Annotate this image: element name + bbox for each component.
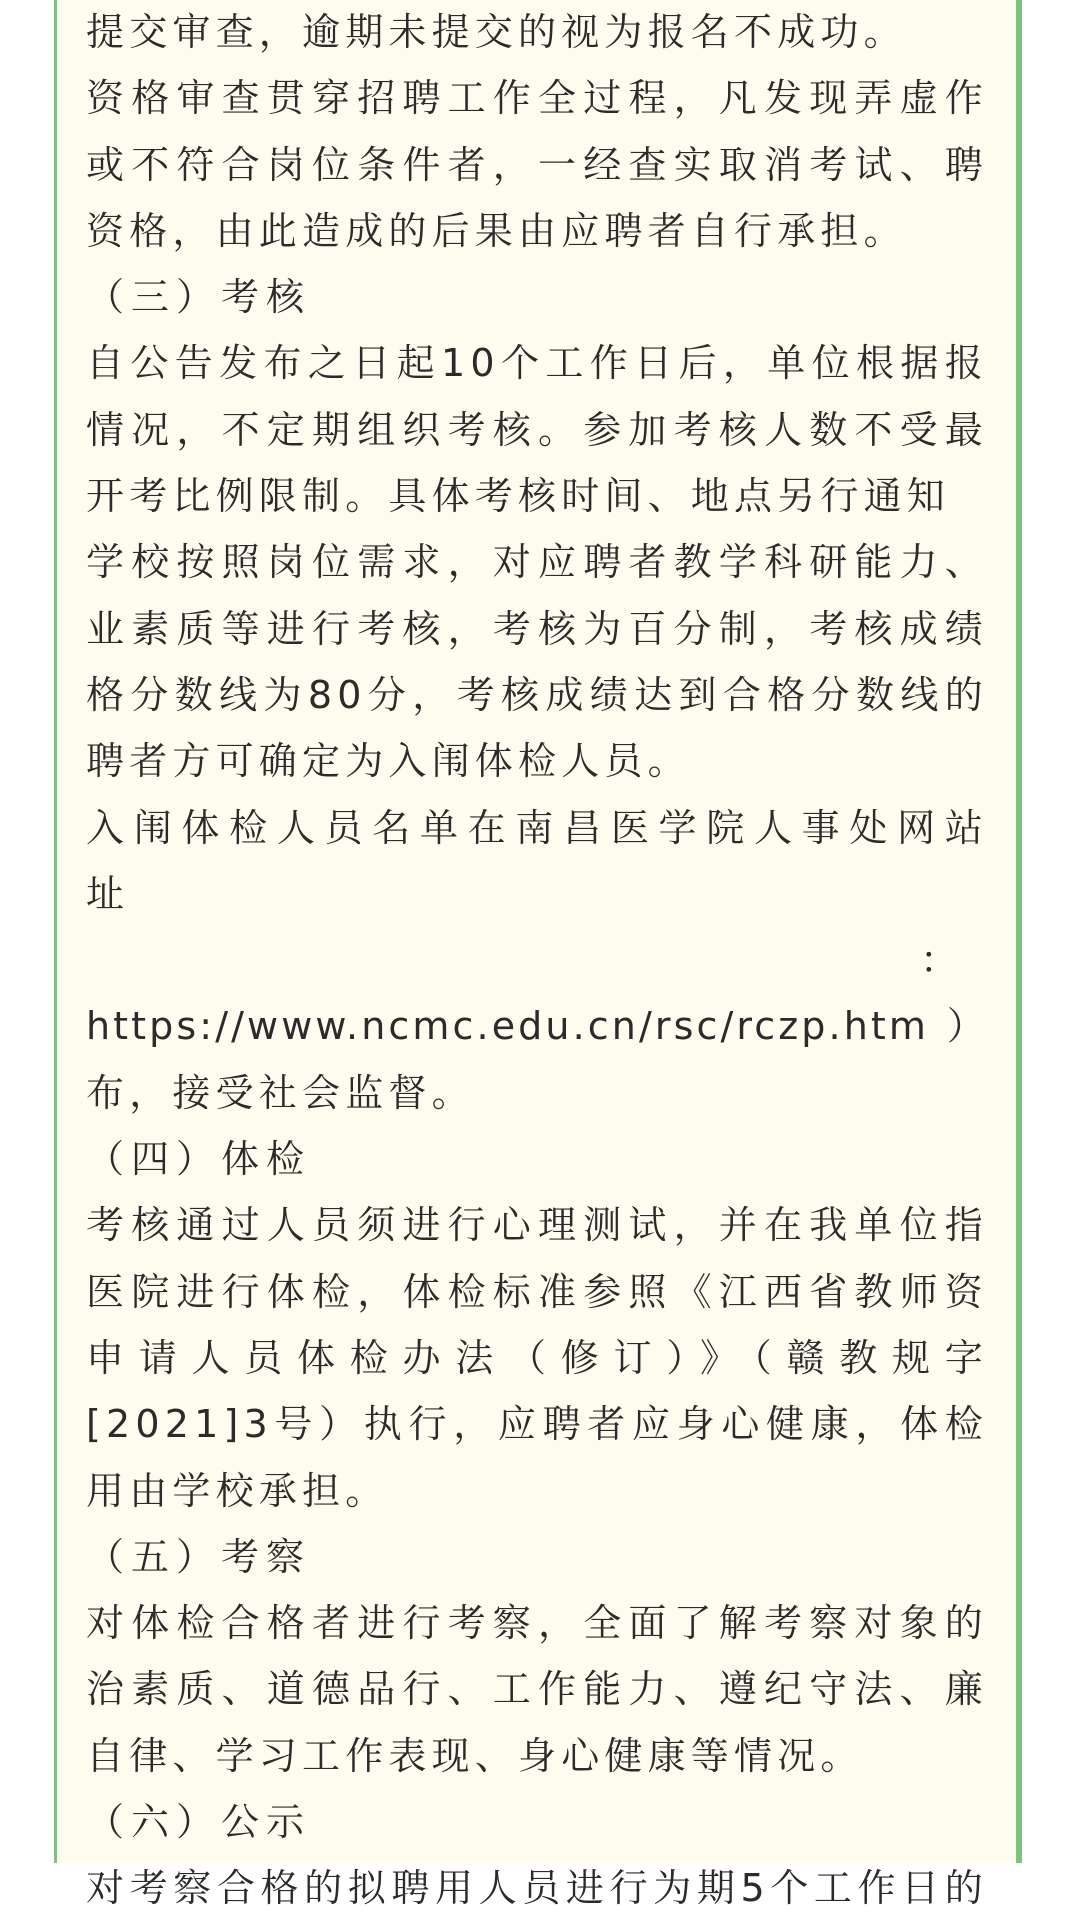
paragraph-line: 自公告发布之日起10个工作日后，单位根据报 (86, 341, 988, 386)
paragraph-line: 对考察合格的拟聘用人员进行为期5个工作日的 (86, 1866, 988, 1911)
paragraph-line: 用由学校承担。 (86, 1468, 389, 1513)
paragraph-line: 业素质等进行考核，考核为百分制，考核成绩 (86, 606, 988, 651)
paragraph-line: [2021]3号）执行，应聘者应身心健康，体检 (86, 1402, 988, 1447)
paragraph-line: 格分数线为80分，考核成绩达到合格分数线的 (86, 672, 988, 717)
paragraph-line: 考核通过人员须进行心理测试，并在我单位指 (86, 1203, 988, 1248)
section-heading: （三）考核 (86, 275, 312, 320)
paragraph-line: 或不符合岗位条件者，一经查实取消考试、聘 (86, 142, 988, 187)
website-url: https://www.ncmc.edu.cn/rsc/rczp.htm） (86, 1004, 988, 1049)
paragraph-line: 址 (86, 871, 130, 916)
section-heading: （六）公示 (86, 1800, 312, 1845)
paragraph-line: 自律、学习工作表现、身心健康等情况。 (86, 1733, 864, 1778)
paragraph-line: 资格，由此造成的后果由应聘者自行承担。 (86, 208, 907, 253)
section-heading: （四）体检 (86, 1137, 312, 1182)
paragraph-line: 聘者方可确定为入闱体检人员。 (86, 739, 691, 784)
paragraph-line: 资格审查贯穿招聘工作全过程，凡发现弄虚作 (86, 76, 988, 121)
article-body (86, 0, 988, 1922)
paragraph-line: ： (919, 938, 958, 983)
article-frame (54, 0, 1022, 1911)
paragraph-line: 开考比例限制。具体考核时间、地点另行通知 (86, 474, 951, 519)
paragraph-line: 入闱体检人员名单在南昌医学院人事处网站 (86, 805, 988, 850)
paragraph-line: 对体检合格者进行考察，全面了解考察对象的 (86, 1601, 988, 1646)
paragraph-line: 布，接受社会监督。 (86, 1070, 475, 1115)
paragraph-line: 情况，不定期组织考核。参加考核人数不受最 (86, 407, 988, 452)
paragraph-line: 提交审查，逾期未提交的视为报名不成功。 (86, 10, 907, 54)
paragraph-line: 申请人员体检办法（修订）》（赣教规字 (86, 1335, 988, 1380)
paragraph-line: 医院进行体检，体检标准参照《江西省教师资 (86, 1269, 988, 1314)
section-heading: （五）考察 (86, 1534, 312, 1579)
paragraph-line: 学校按照岗位需求，对应聘者教学科研能力、 (86, 540, 988, 585)
paragraph-line: 治素质、道德品行、工作能力、遵纪守法、廉 (86, 1667, 988, 1712)
